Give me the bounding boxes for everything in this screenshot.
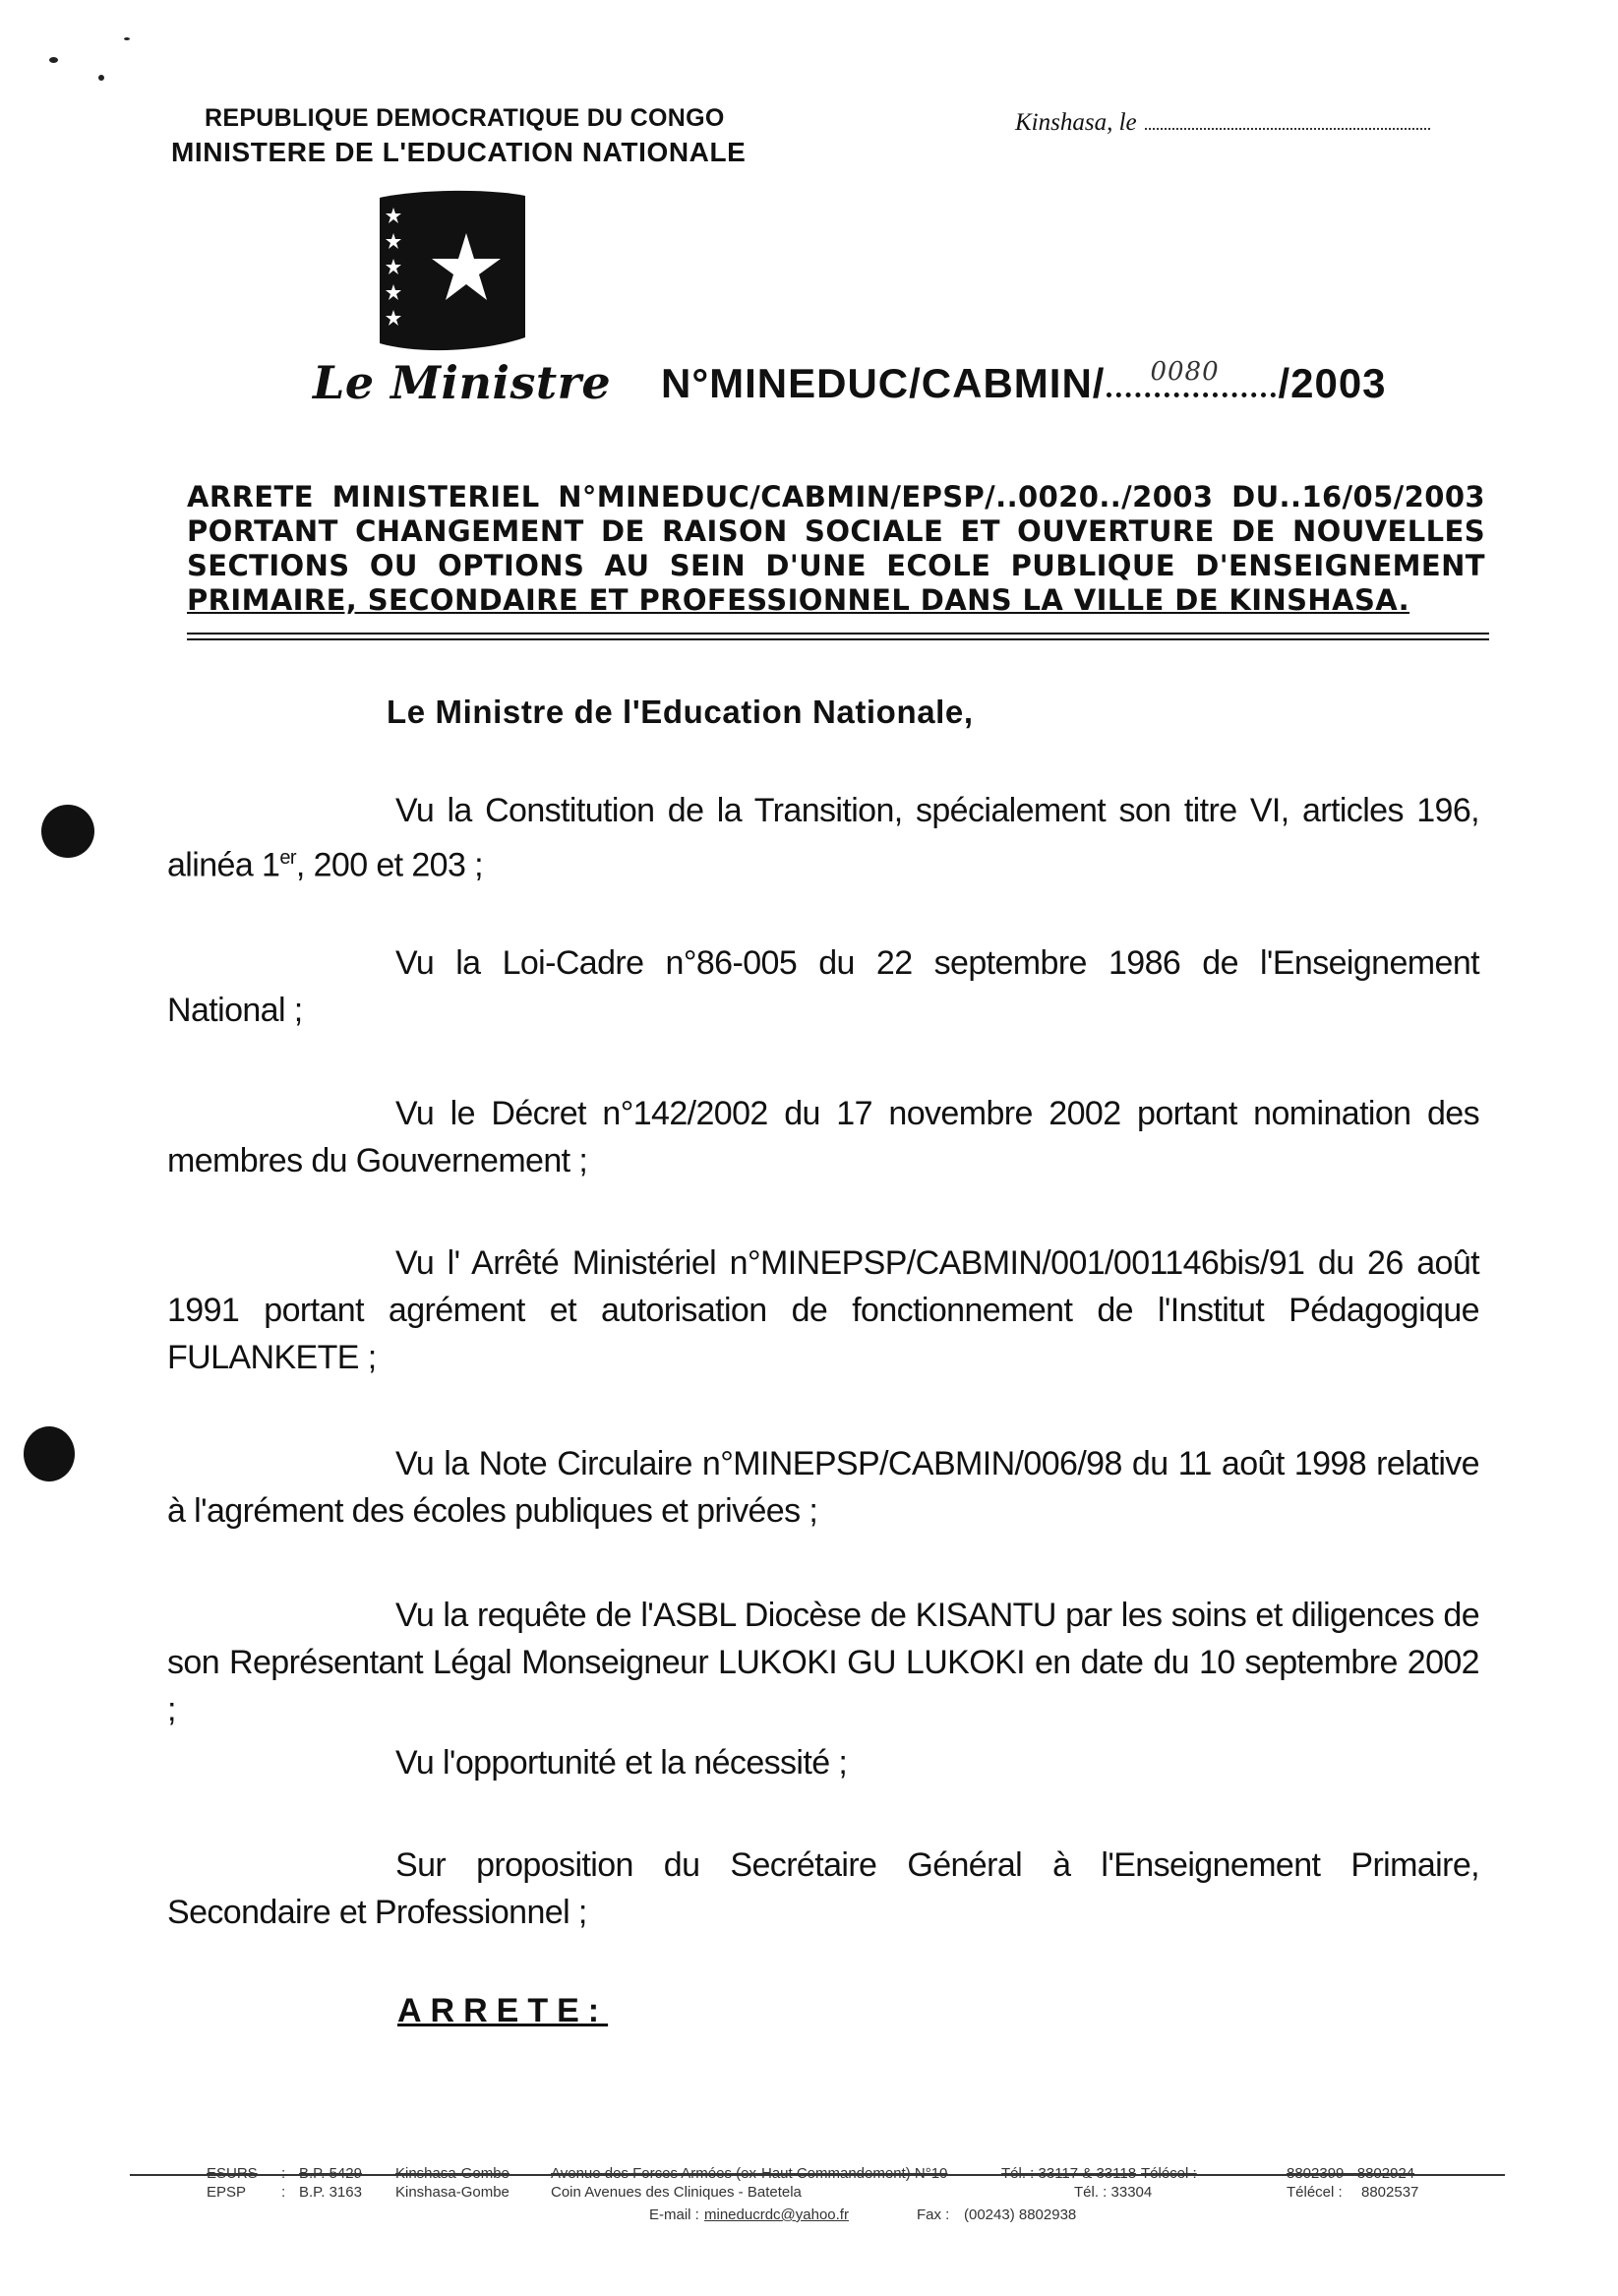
footer-bp: B.P. 3163 xyxy=(299,2184,362,2201)
punch-hole xyxy=(41,805,94,858)
republic-name: REPUBLIQUE DEMOCRATIQUE DU CONGO xyxy=(205,104,725,132)
recital-paragraph: Vu le Décret n°142/2002 du 17 novembre 2002 portant nomination des membres du Gouvernement ; xyxy=(167,1095,1479,1179)
footer-tel: Tél. : 33304 xyxy=(1074,2184,1153,2201)
title-line: SECTIONS OU OPTIONS AU SEIN D'UNE ECOLE PUBLIQUE D'ENSEIGNEMENT xyxy=(187,549,1485,582)
ref-suffix: /2003 xyxy=(1278,360,1387,406)
recital-paragraph: Vu la Note Circulaire n°MINEPSP/CABMIN/006/98 du 11 août 1998 relative à l'agrément des écoles publiques et privées ; xyxy=(167,1445,1479,1530)
date-blank xyxy=(1145,110,1430,130)
recital-paragraph: Sur proposition du Secrétaire Général à l'Enseignement Primaire, Secondaire et Professionnel ; xyxy=(167,1846,1479,1931)
title-line: PRIMAIRE, SECONDAIRE ET PROFESSIONNEL DANS LA VILLE DE KINSHASA. xyxy=(187,583,1410,617)
reference-number xyxy=(661,357,1387,407)
title-line: ARRETE MINISTERIEL N°MINEDUC/CABMIN/EPSP/..0020../2003 DU..16/05/2003 xyxy=(187,480,1485,514)
title-line: PORTANT CHANGEMENT DE RAISON SOCIALE ET OUVERTURE DE NOUVELLES xyxy=(187,514,1485,548)
footer-bp: B.P. 5429 xyxy=(299,2165,362,2182)
footer-city: Kinshasa-Gombe xyxy=(395,2184,509,2201)
ref-prefix: N°MINEDUC/CABMIN/ xyxy=(661,360,1106,406)
footer-city: Kinshasa-Gombe xyxy=(395,2165,509,2182)
decree-title xyxy=(187,480,1485,618)
title-divider xyxy=(187,633,1489,634)
footer-fax-label: Télécel : xyxy=(1141,2165,1197,2182)
footer-org: ESURS xyxy=(207,2165,258,2182)
arrete-heading: ARRETE: xyxy=(397,1992,609,2029)
footer-address: Avenue des Forces Armées (ex-Haut Commandement) N°10 xyxy=(551,2165,948,2182)
punch-hole xyxy=(24,1426,75,1481)
handwritten-number: 0080 xyxy=(1150,357,1220,387)
scan-speck xyxy=(124,37,130,40)
footer-fax: 8802399 - 8802924 xyxy=(1287,2165,1415,2182)
recital-paragraph: Vu la Loi-Cadre n°86-005 du 22 septembre 1986 de l'Enseignement National ; xyxy=(167,944,1479,1029)
ministry-name: MINISTERE DE L'EDUCATION NATIONALE xyxy=(171,137,747,167)
footer-org: EPSP xyxy=(207,2184,247,2201)
footer-email-label: E-mail : xyxy=(649,2206,699,2223)
footer-email[interactable]: mineducrdc@yahoo.fr xyxy=(704,2206,849,2223)
footer-fax: (00243) 8802938 xyxy=(964,2206,1077,2223)
footer-tel: Tél. : 33117 & 33118 xyxy=(1001,2165,1137,2182)
footer-fax-label: Télécel : xyxy=(1287,2184,1343,2201)
minister-signature-title: Le Ministre xyxy=(313,356,612,409)
city-date-line xyxy=(1015,109,1430,137)
drc-flag-star-icon xyxy=(376,190,529,355)
minister-heading: Le Ministre de l'Education Nationale, xyxy=(387,694,974,730)
footer-fax: 8802537 xyxy=(1361,2184,1419,2201)
footer-sep: : xyxy=(281,2184,286,2201)
ref-number-blank xyxy=(1107,357,1276,397)
footer-address: Coin Avenues des Cliniques - Batetela xyxy=(551,2184,802,2201)
recital-paragraph: Vu l' Arrêté Ministériel n°MINEPSP/CABMIN/001/001146bis/91 du 26 août 1991 portant agrément et autorisation de fonctionnement de l'Institut Pédagogique FULANKETE ; xyxy=(167,1244,1479,1376)
title-divider xyxy=(187,638,1489,640)
recital-paragraph: Vu l'opportunité et la nécessité ; xyxy=(395,1744,848,1782)
scan-speck xyxy=(49,57,58,63)
city-prefix: Kinshasa, le xyxy=(1015,109,1137,136)
recital-paragraph: Vu la Constitution de la Transition, spécialement son titre VI, articles 196, alinéa 1er, 200 et 203 ; xyxy=(167,792,1479,884)
scan-speck xyxy=(98,75,104,81)
recital-paragraph: Vu la requête de l'ASBL Diocèse de KISANTU par les soins et diligences de son Représentant Légal Monseigneur LUKOKI GU LUKOKI en date du 10 septembre 2002 ; xyxy=(167,1597,1479,1728)
footer-sep: : xyxy=(281,2165,286,2182)
footer-fax-label: Fax : xyxy=(917,2206,950,2223)
